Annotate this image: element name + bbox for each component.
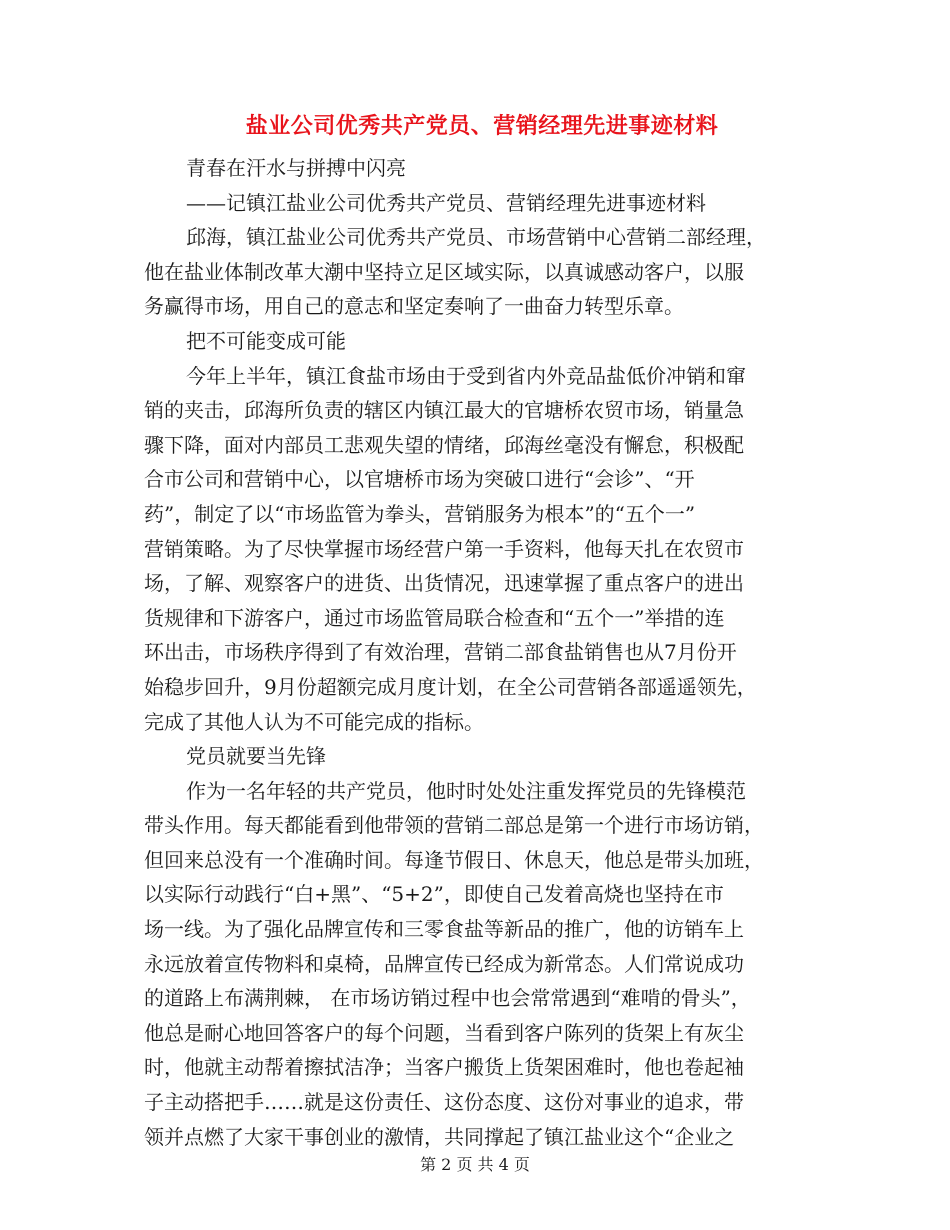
text-line: 环出击，市场秩序得到了有效治理，营销二部食盐销售也从7月份开 [144,640,737,665]
text-line: 他在盐业体制改革大潮中坚持立足区域实际，以真诚感动客户，以服 [144,259,744,284]
text-line: 骤下降，面对内部员工悲观失望的情绪，邱海丝毫没有懈怠，积极配 [144,432,744,457]
document-title: 盐业公司优秀共产党员、营销经理先进事迹材料 [245,113,719,139]
text-line: 药”，制定了以“市场监管为拳头，营销服务为根本”的“五个一” [144,501,696,526]
text-line: 带头作用。每天都能看到他带领的营销二部总是第一个进行市场访销， [144,813,764,838]
text-line: 领并点燃了大家干事创业的激情，共同撑起了镇江盐业这个“企业之 [144,1124,735,1149]
text-line: 作为一名年轻的共产党员，他时时处处注重发挥党员的先锋模范 [186,778,746,803]
text-line: 场，了解、观察客户的进货、出货情况，迅速掌握了重点客户的进出 [144,571,744,596]
text-line: 务赢得市场，用自己的意志和坚定奏响了一曲奋力转型乐章。 [144,294,684,319]
text-line: 始稳步回升，9月份超额完成月度计划，在全公司营销各部遥遥领先， [144,674,757,699]
text-line: 时，他就主动帮着擦拭洁净；当客户搬货上货架困难时，他也卷起袖 [144,1055,744,1080]
text-line: 销的夹击，邱海所负责的辖区内镇江最大的官塘桥农贸市场，销量急 [144,398,744,423]
document-body [144,151,826,1154]
text-line: 今年上半年，镇江食盐市场由于受到省内外竞品盐低价冲销和窜 [186,363,746,388]
text-line: 营销策略。为了尽快掌握市场经营户第一手资料，他每天扎在农贸市 [144,536,744,561]
text-line: 永远放着宣传物料和桌椅，品牌宣传已经成为新常态。人们常说成功 [144,951,744,976]
text-line: 他总是耐心地回答客户的每个问题，当看到客户陈列的货架上有灰尘 [144,1020,744,1045]
text-line: 邱海，镇江盐业公司优秀共产党员、市场营销中心营销二部经理， [186,225,766,250]
text-line: 青春在汗水与拼搏中闪亮 [186,156,406,180]
text-line: 子主动搭把手……就是这份责任、这份态度、这份对事业的追求，带 [144,1090,744,1115]
text-line: 场一线。为了强化品牌宣传和三零食盐等新品的推广，他的访销车上 [144,917,744,942]
text-line: 党员就要当先锋 [186,744,326,769]
document-page [144,104,826,1154]
text-line: 把不可能变成可能 [186,328,346,353]
text-line: ——记镇江盐业公司优秀共产党员、营销经理先进事迹材料 [186,190,706,215]
text-line: 货规律和下游客户，通过市场监管局联合检查和“五个一”举措的连 [144,605,725,630]
page-number-footer: 第 2 页 共 4 页 [420,1155,530,1174]
text-line: 但回来总没有一个准确时间。每逢节假日、休息天，他总是带头加班， [144,847,764,872]
text-line: 合市公司和营销中心，以官塘桥市场为突破口进行“会诊”、“开 [144,467,695,492]
text-line: 完成了其他人认为不可能完成的指标。 [144,709,484,734]
text-line: 以实际行动践行“白+黑”、“5+2”，即使自己发着高烧也坚持在市 [144,882,724,907]
text-line: 的道路上布满荆棘， 在市场访销过程中也会常常遇到“难啃的骨头”， [144,986,751,1011]
